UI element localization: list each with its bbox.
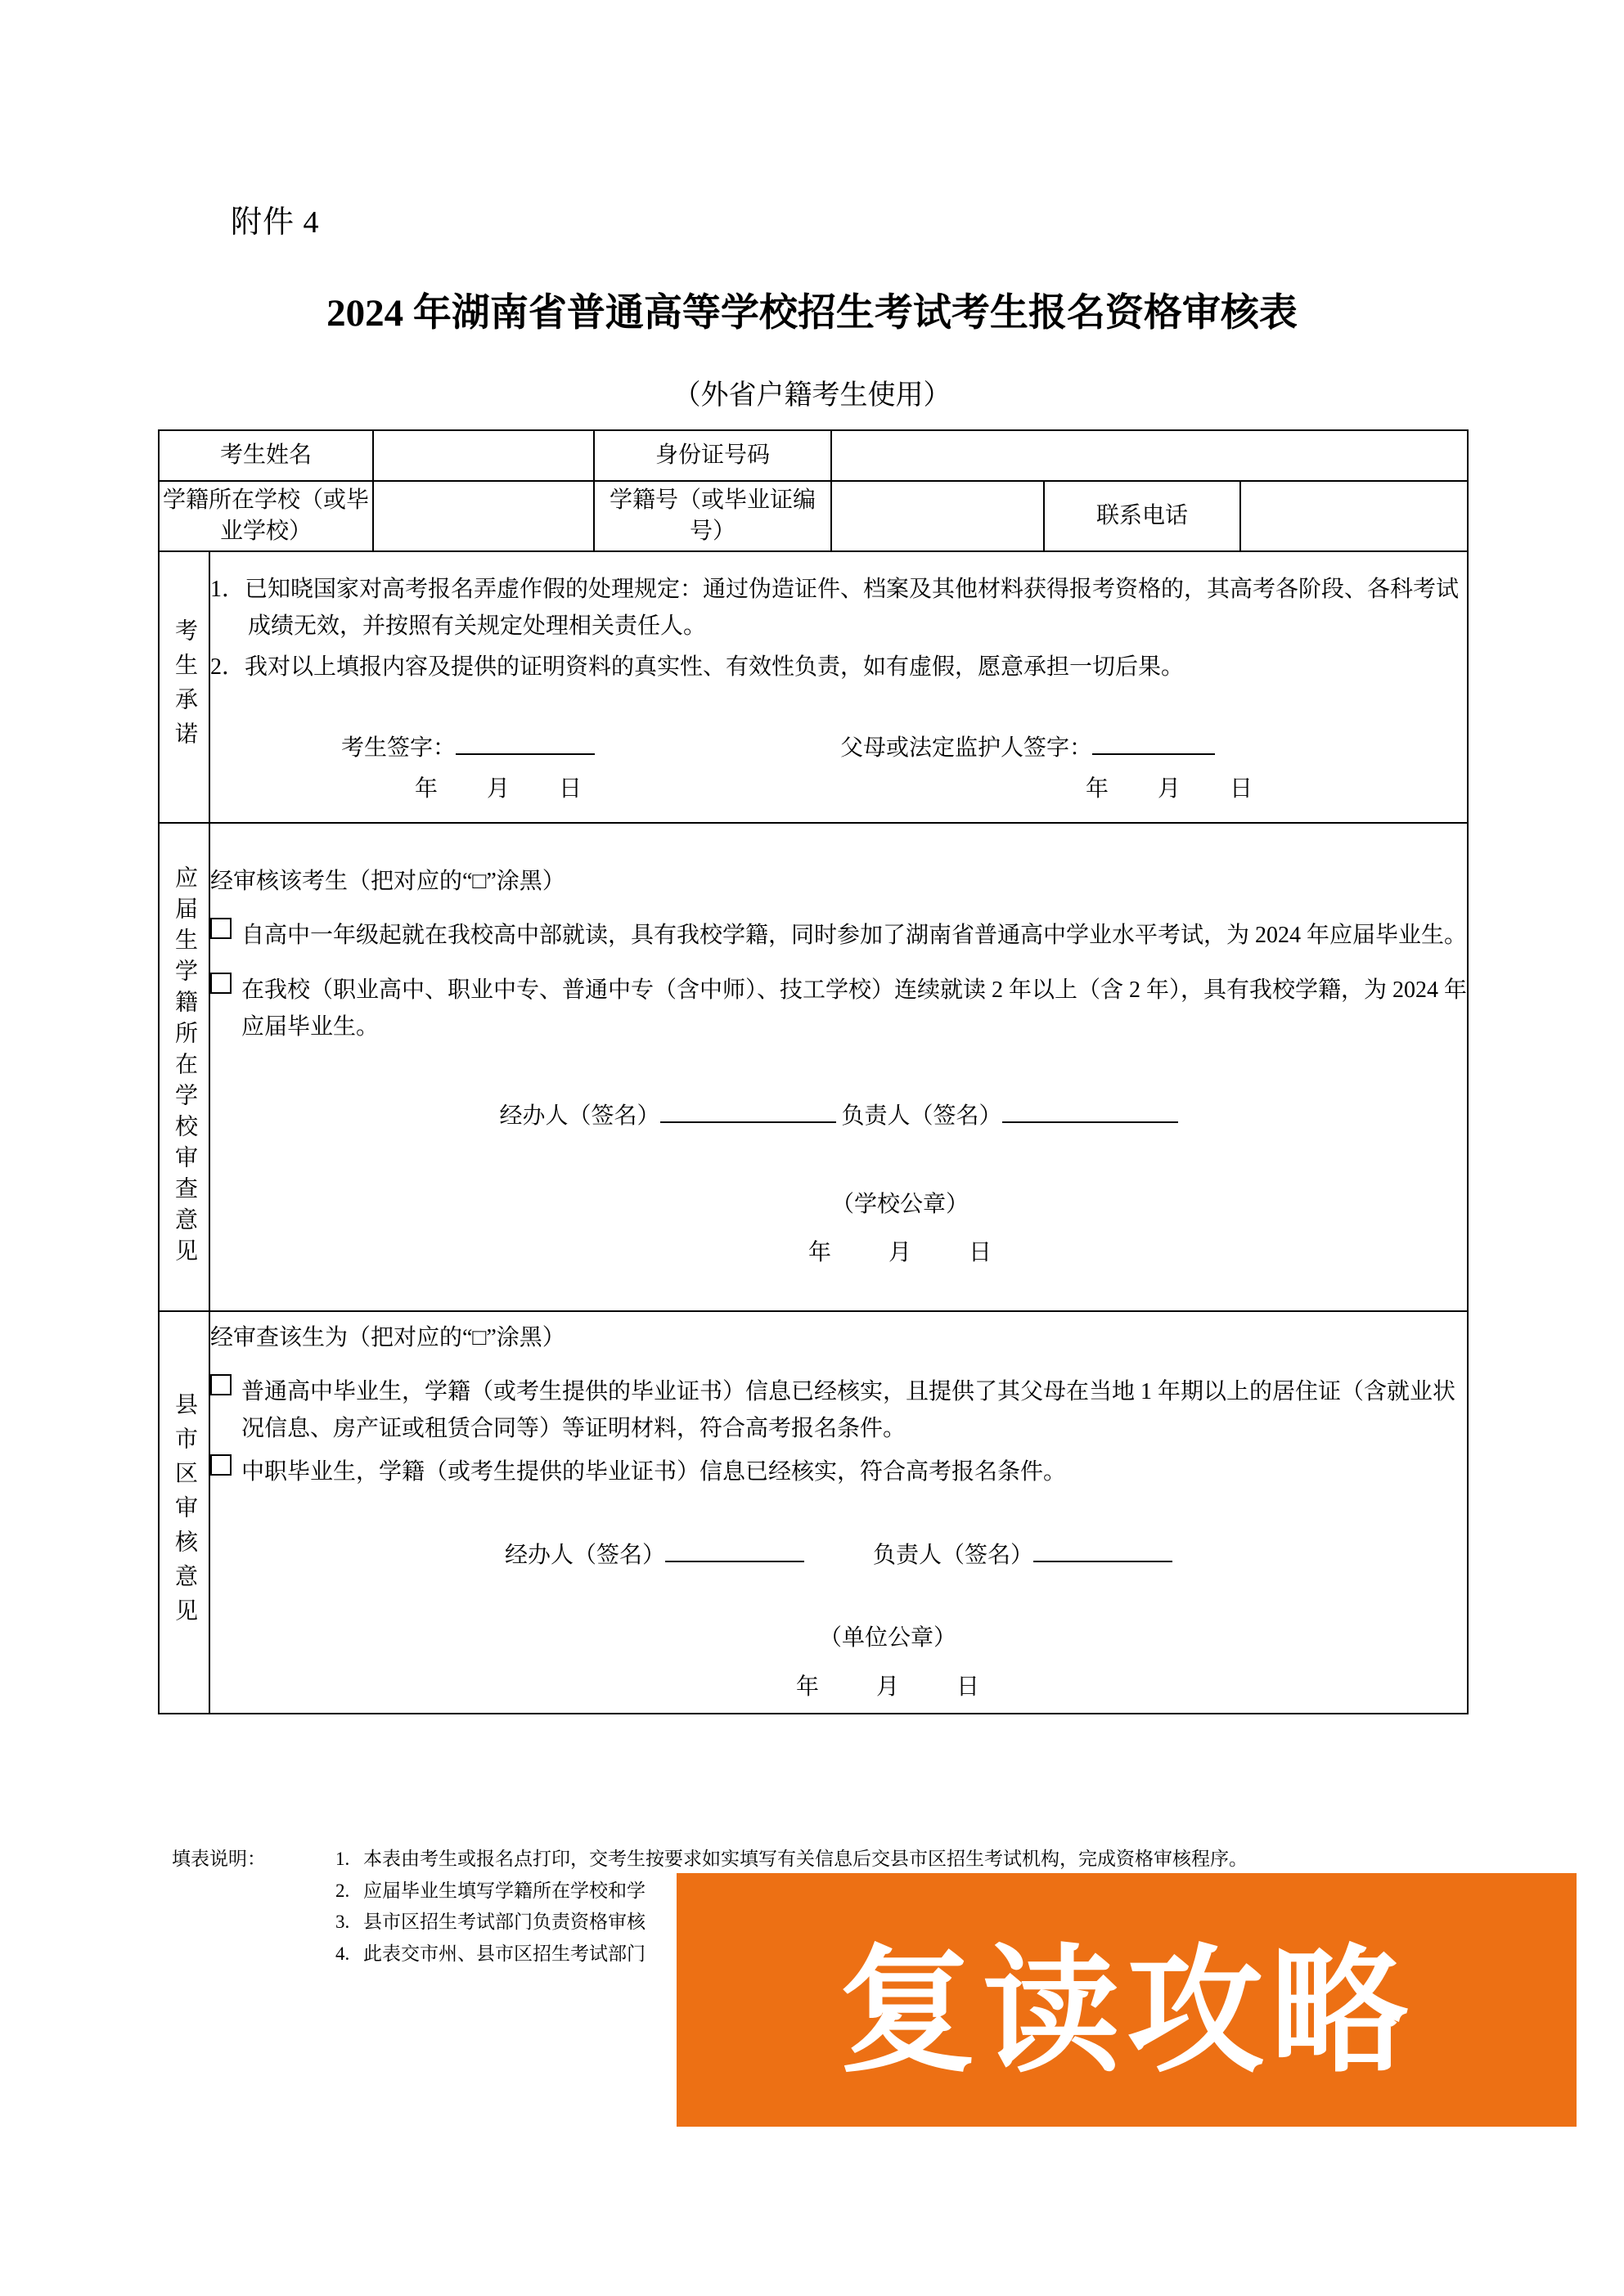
county-operator-field[interactable]: 经办人（签名） (505, 1543, 810, 1568)
label-phone: 联系电话 (1044, 481, 1240, 551)
school-review-signatures (210, 1098, 1467, 1135)
field-candidate-name[interactable] (373, 430, 594, 481)
guardian-signature-field[interactable]: 父母或法定监护人签字： (840, 730, 1215, 766)
guardian-date[interactable]: 年 月 日 (1086, 776, 1253, 802)
checkbox-icon[interactable] (210, 973, 232, 994)
section-candidate-promise (159, 551, 1468, 823)
watermark-text: 复读攻略 (839, 1934, 1415, 2088)
checkbox-icon[interactable] (210, 1374, 232, 1395)
signature-underline[interactable] (665, 1561, 804, 1562)
signature-underline[interactable] (1002, 1121, 1178, 1123)
checkbox-icon[interactable] (210, 1454, 232, 1476)
county-responsible-field[interactable]: 负责人（签名） (873, 1543, 1172, 1568)
section-county-review (159, 1311, 1468, 1714)
school-review-lead: 经审核该考生（把对应的“□”涂黑） (210, 868, 565, 894)
label-id-number: 身份证号码 (594, 430, 831, 481)
school-review-option-2[interactable]: 在我校（职业高中、职业中专、普通中专（含中师）、技工学校）连续就读 2 年以上（含 2 年），具有我校学籍，为 2024 年应届毕业生。 (210, 973, 1467, 1046)
page-subtitle: （外省户籍考生使用） (673, 380, 951, 411)
list-item: 2. 应届毕业生填写学籍所在学校和学 (335, 1880, 646, 1901)
county-review-signatures (210, 1537, 1467, 1574)
promise-item-1: 1．已知晓国家对高考报名弄虚作假的处理规定：通过伪造证件、档案及其他材料获得报考资格的，其高考各阶段、各科考试成绩无效，并按照有关规定处理相关责任人。 (210, 576, 1460, 640)
table-row (159, 481, 1468, 551)
attachment-label: 附件 4 (231, 205, 320, 240)
side-label-county-review: 县市区审核意见 (159, 1311, 209, 1714)
side-label-school-review: 应届生学籍所在学校审查意见 (159, 823, 209, 1311)
watermark-banner (677, 1873, 1577, 2127)
county-review-lead: 经审查该生为（把对应的“□”涂黑） (210, 1325, 565, 1351)
signature-underline[interactable] (1033, 1561, 1172, 1562)
school-seal-label: （学校公章） (831, 1191, 969, 1217)
notes-label: 填表说明： (172, 1849, 266, 1869)
qualification-review-form (158, 429, 1469, 1714)
school-operator-field[interactable]: 经办人（签名） (500, 1103, 842, 1129)
side-label-promise: 考生承诺 (159, 551, 209, 823)
signature-underline[interactable] (1092, 753, 1215, 755)
school-review-content (209, 823, 1468, 1311)
promise-signature-row (210, 730, 1467, 762)
county-seal-label: （单位公章） (819, 1625, 957, 1651)
signature-underline[interactable] (456, 753, 595, 755)
list-item: 3. 县市区招生考试部门负责资格审核 (335, 1912, 646, 1933)
label-candidate-name: 考生姓名 (159, 430, 373, 481)
checkbox-icon[interactable] (210, 918, 232, 939)
signature-underline[interactable] (660, 1121, 836, 1123)
field-id-number[interactable] (831, 430, 1468, 481)
school-review-option-1[interactable]: 自高中一年级起就在我校高中部就读，具有我校学籍，同时参加了湖南省普通高中学业水平考试，为 2024 年应届毕业生。 (210, 918, 1467, 955)
promise-item-2: 2．我对以上填报内容及提供的证明资料的真实性、有效性负责，如有虚假，愿意承担一切后果。 (210, 654, 1185, 680)
field-phone[interactable] (1240, 481, 1468, 551)
section-school-review (159, 823, 1468, 1311)
page-title: 2024 年湖南省普通高等学校招生考试考生报名资格审核表 (326, 292, 1298, 335)
county-review-option-2[interactable]: 中职毕业生，学籍（或考生提供的毕业证书）信息已经核实，符合高考报名条件。 (210, 1454, 1467, 1491)
school-responsible-field[interactable]: 负责人（签名） (842, 1103, 1178, 1129)
table-row (159, 430, 1468, 481)
list-item: 4. 此表交市州、县市区招生考试部门 (335, 1943, 646, 1964)
promise-date-row (210, 771, 1467, 803)
field-school[interactable] (373, 481, 594, 551)
label-student-number: 学籍号（或毕业证编号） (594, 481, 831, 551)
label-school: 学籍所在学校（或毕业学校） (159, 481, 373, 551)
school-review-date[interactable]: 年 月 日 (808, 1240, 992, 1266)
county-review-date[interactable]: 年 月 日 (796, 1674, 980, 1700)
candidate-signature-field[interactable]: 考生签字： (341, 730, 595, 766)
county-review-content (209, 1311, 1468, 1714)
field-student-number[interactable] (831, 481, 1044, 551)
promise-content (209, 551, 1468, 823)
list-item: 1. 本表由考生或报名点打印，交考生按要求如实填写有关信息后交县市区招生考试机构，完成资格审核程序。 (335, 1849, 1248, 1869)
candidate-date[interactable]: 年 月 日 (415, 776, 583, 802)
county-review-option-1[interactable]: 普通高中毕业生，学籍（或考生提供的毕业证书）信息已经核实，且提供了其父母在当地 1 年期以上的居住证（含就业状况信息、房产证或租赁合同等）等证明材料，符合高考报名条件。 (210, 1374, 1467, 1448)
